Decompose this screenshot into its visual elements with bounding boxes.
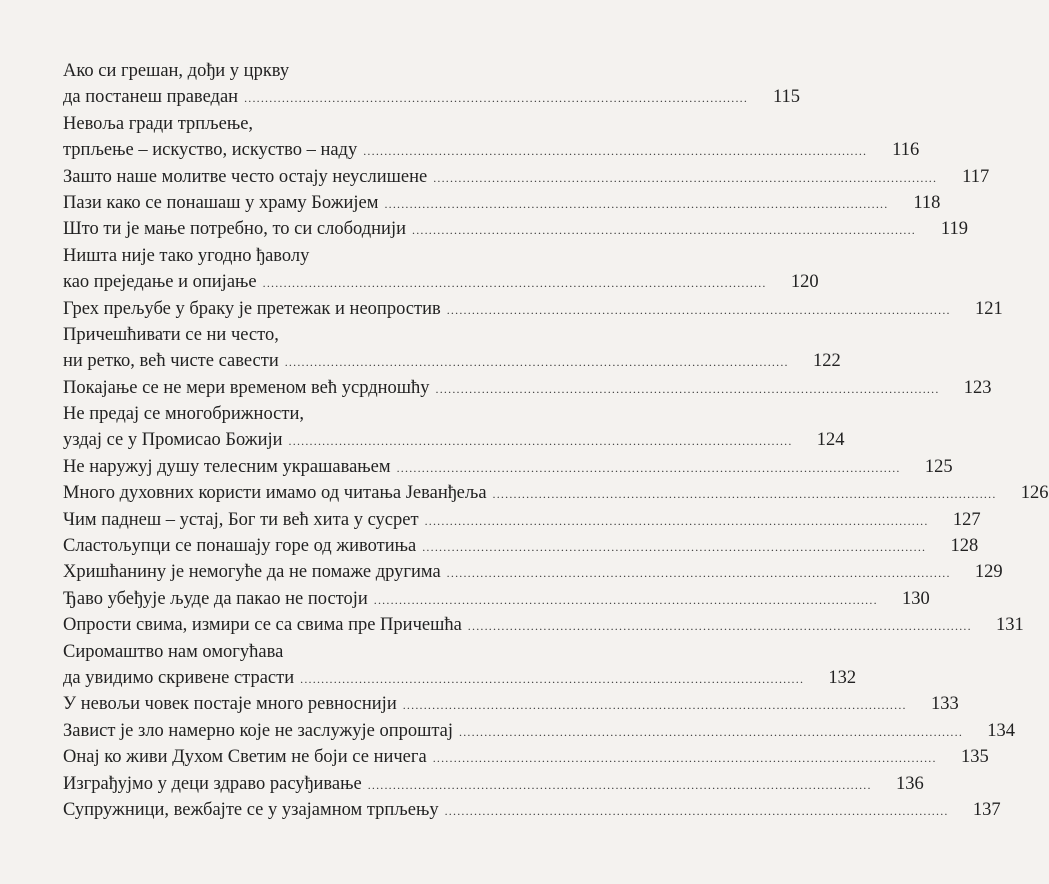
dot-leader: ........................................................................................................................ [459,724,964,739]
page-number: 120 [790,272,819,293]
toc-entry [63,58,801,111]
toc-title: Онај ко живи Духом Светим не боји се ничега [63,747,427,768]
toc-entry [63,771,924,797]
toc-line [63,665,857,691]
toc-entry [63,507,981,533]
toc-entry [63,296,1003,322]
toc-title: Много духовних користи имамо од читања Јеванђеља [63,483,487,504]
toc-entry [63,401,845,454]
toc-line [63,691,959,717]
dot-leader: ........................................................................................................................ [284,355,789,370]
toc-title: Ако си грешан, дођи у цркву [63,61,290,81]
dot-leader: ........................................................................................................................ [492,487,997,502]
page-number: 116 [892,140,920,161]
page-number: 133 [930,694,959,715]
dot-leader: ........................................................................................................................ [424,513,929,528]
toc-title: Супружници, вежбајте се у узајамном трпљењу [63,799,439,820]
toc-title: Завист је зло намерно које не заслужује опроштај [63,720,454,741]
toc-title: Не предај се многобрижности, [63,404,304,425]
toc-line [63,744,989,770]
dot-leader: ........................................................................................................................ [446,302,951,317]
toc-line [63,84,801,110]
toc-title: У невољи човек постаје много ревноснији [63,694,397,715]
toc-line [63,269,819,295]
page-number: 117 [962,166,990,187]
toc-entry [63,190,941,216]
toc-title: Зашто наше молитве често остају неуслишене [63,166,428,187]
page-number: 126 [1020,483,1049,504]
page-number: 130 [902,588,930,609]
toc-title: Ништа није тако угодно ђаволу [63,245,310,266]
toc-entry [63,164,990,190]
toc-entry [63,111,920,164]
toc-title: Ђаво убеђује људе да пакао не постоји [63,588,368,609]
dot-leader: ........................................................................................................................ [363,144,868,159]
toc-line [63,771,924,797]
toc-line [63,190,941,216]
toc-entry [63,612,1024,638]
page-number: 119 [940,219,968,240]
dot-leader: ........................................................................................................................ [422,540,927,555]
page-number: 125 [924,456,953,477]
toc-title: Што ти је мање потребно, то си слободнији [63,219,406,240]
dot-leader: ........................................................................................................................ [288,434,793,449]
toc-line [63,137,920,163]
page-number: 134 [987,720,1016,741]
toc-title: Хришћанину је немогуће да не помаже другима [63,562,441,583]
toc-line [63,348,841,374]
toc-line [63,164,990,190]
toc-title: Опрости свима, измири се са свима пре Причешћа [63,615,462,636]
toc-title: Не наружуј душу телесним украшавањем [63,456,391,477]
dot-leader: ........................................................................................................................ [435,381,940,396]
toc-line [63,322,573,348]
toc-line [63,718,1016,744]
toc-title: Сластољупци се понашају горе од животиња [63,536,417,557]
toc-line [63,58,573,84]
toc-entry [63,480,1049,506]
toc-title: Невоља гради трпљење, [63,113,254,134]
dot-leader: ........................................................................................................................ [396,460,901,475]
toc-line [63,639,573,665]
page-number: 115 [772,87,801,108]
toc-title: Изграђујмо у деци здраво расуђивање [63,773,362,794]
dot-leader: ........................................................................................................................ [300,671,805,686]
toc-line [63,612,1024,638]
toc-entry [63,744,989,770]
toc-title: Грех прељубе у браку је претежак и неопростив [63,298,441,319]
toc-line [63,243,573,269]
toc-line [63,296,1003,322]
dot-leader: ........................................................................................................................ [262,276,767,291]
dot-leader: ........................................................................................................................ [367,777,872,792]
toc-line [63,216,968,242]
toc-title: ни ретко, већ чисте савести [63,351,279,372]
toc-entry [63,243,819,296]
page-number: 128 [950,536,979,557]
page-number: 122 [812,351,841,372]
toc-line [63,507,981,533]
toc-entry [63,375,992,401]
toc-title: уздај се у Промисао Божији [63,430,283,451]
table-of-contents [63,58,1049,823]
page-number: 129 [974,562,1003,583]
toc-title: Сиромаштво нам омогућава [63,641,284,662]
toc-title: Покајање се не мери временом већ усрдношћу [63,377,430,398]
toc-entry [63,454,953,480]
dot-leader: ........................................................................................................................ [444,803,949,818]
toc-entry [63,322,841,375]
dot-leader: ........................................................................................................................ [467,619,972,634]
toc-line [63,375,992,401]
page-number: 121 [974,298,1003,319]
toc-title: да постанеш праведан [63,87,239,108]
page-number: 135 [960,747,989,768]
page-number: 136 [895,773,924,794]
toc-entry [63,533,979,559]
dot-leader: ........................................................................................................................ [373,592,878,607]
toc-title: Пази како се понашаш у храму Божијем [63,192,379,213]
toc-line [63,586,930,612]
dot-leader: ........................................................................................................................ [402,698,907,713]
toc-title: Причешћивати се ни често, [63,324,279,345]
toc-entry [63,797,1001,823]
dot-leader: ........................................................................................................................ [446,566,951,581]
page-number: 124 [816,430,845,451]
toc-title: као преједање и опијање [63,272,257,293]
page-number: 131 [996,615,1024,636]
dot-leader: ........................................................................................................................ [433,170,938,185]
toc-entry [63,216,968,242]
toc-entry [63,559,1003,585]
toc-title: Чим паднеш – устај, Бог ти већ хита у сусрет [63,509,419,530]
toc-line [63,401,573,427]
toc-line [63,559,1003,585]
page-number: 132 [828,667,857,688]
dot-leader: ........................................................................................................................ [412,223,916,238]
toc-line [63,797,1001,823]
page-number: 137 [972,799,1001,820]
toc-line [63,480,1049,506]
toc-title: да увидимо скривене страсти [63,667,295,688]
toc-line [63,533,979,559]
toc-line [63,454,953,480]
toc-entry [63,691,959,717]
page-number: 127 [952,509,981,530]
toc-line [63,427,845,453]
dot-leader: ........................................................................................................................ [432,751,937,766]
page-number: 123 [963,377,992,398]
toc-line [63,111,573,137]
toc-entry [63,639,857,692]
dot-leader: ........................................................................................................................ [384,196,889,211]
toc-entry [63,718,1016,744]
dot-leader: ........................................................................................................................ [244,91,749,106]
page-number: 118 [913,192,941,213]
toc-entry [63,586,930,612]
toc-title: трпљење – искуство, искуство – наду [63,140,358,161]
